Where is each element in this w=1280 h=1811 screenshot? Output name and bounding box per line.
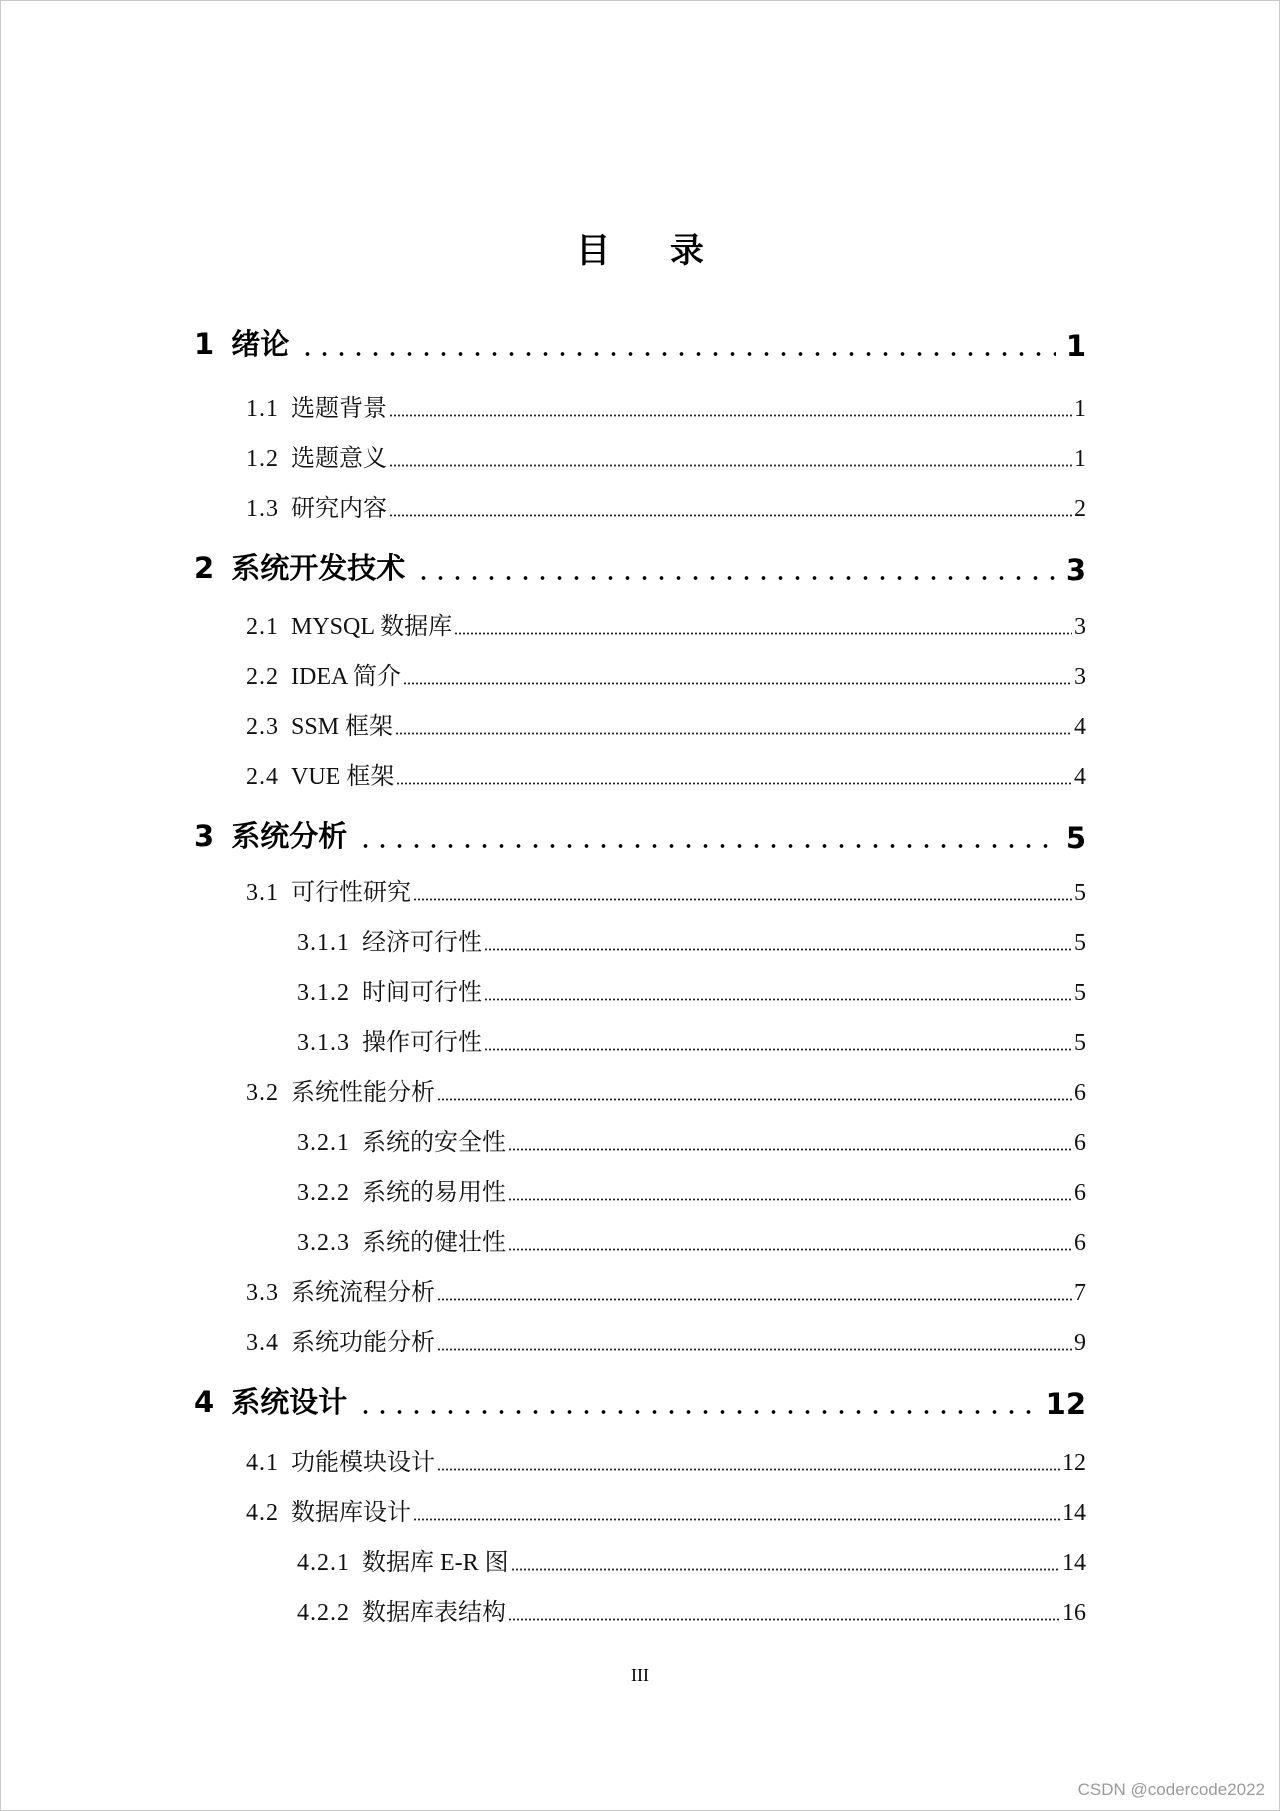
toc-entry-page-number: 1 bbox=[1074, 446, 1086, 472]
toc-entry-text: 系统开发技术 bbox=[231, 551, 406, 585]
dot-leader bbox=[395, 732, 1072, 735]
toc-entry-page-number: 3 bbox=[1074, 664, 1086, 690]
toc-entry-number: 4.2.2 bbox=[297, 1600, 350, 1626]
toc-entry-number: 2.4 bbox=[246, 764, 279, 790]
toc-entry-number: 4.2.1 bbox=[297, 1550, 350, 1576]
toc-entry-number: 3.1.3 bbox=[297, 1030, 350, 1056]
toc-entry-text: 选题意义 bbox=[291, 446, 387, 472]
dot-leader bbox=[403, 682, 1072, 685]
toc-entry-level2[interactable] bbox=[246, 1321, 1086, 1357]
toc-entry-level3[interactable] bbox=[297, 1541, 1086, 1577]
toc-entry-text: 数据库 E-R 图 bbox=[362, 1550, 509, 1576]
toc-entry-label bbox=[246, 1072, 435, 1107]
toc-entry-text: 系统功能分析 bbox=[291, 1330, 435, 1356]
dot-leader bbox=[389, 414, 1072, 417]
toc-entry-page-number: 6 bbox=[1074, 1130, 1086, 1156]
toc-entry-number: 1.1 bbox=[246, 396, 279, 422]
toc-entry-number: 3.1.2 bbox=[297, 980, 350, 1006]
toc-entry-text: 数据库设计 bbox=[291, 1500, 411, 1526]
dot-leader bbox=[357, 844, 1056, 848]
toc-entry-number: 3.4 bbox=[246, 1330, 279, 1356]
toc-entry-text: 功能模块设计 bbox=[291, 1450, 435, 1476]
toc-entry-label bbox=[297, 972, 482, 1007]
toc-entry-label bbox=[246, 1272, 435, 1307]
toc-entry-level3[interactable] bbox=[297, 1121, 1086, 1157]
toc-entry-text: VUE 框架 bbox=[291, 764, 395, 790]
dot-leader bbox=[299, 352, 1056, 356]
toc-entry-text: 可行性研究 bbox=[291, 880, 411, 906]
dot-leader bbox=[454, 632, 1072, 635]
toc-entry-number: 3 bbox=[194, 819, 216, 853]
toc-entry-level3[interactable] bbox=[297, 971, 1086, 1007]
toc-entry-level3[interactable] bbox=[297, 1221, 1086, 1257]
toc-entry-page-number: 5 bbox=[1074, 930, 1086, 956]
toc-entry-page-number: 5 bbox=[1074, 880, 1086, 906]
toc-entry-text: 系统的易用性 bbox=[362, 1180, 506, 1206]
toc-entry-page-number: 2 bbox=[1074, 496, 1086, 522]
toc-entry-label bbox=[297, 922, 482, 957]
dot-leader bbox=[389, 464, 1072, 467]
toc-entry-text: 系统流程分析 bbox=[291, 1280, 435, 1306]
toc-entry-label bbox=[246, 756, 394, 791]
toc-entry-label bbox=[297, 1022, 482, 1057]
toc-entry-level2[interactable] bbox=[246, 655, 1086, 691]
toc-entry-level1[interactable] bbox=[194, 547, 1086, 587]
toc-entry-page-number: 12 bbox=[1062, 1450, 1086, 1476]
toc-entry-level3[interactable] bbox=[297, 1021, 1086, 1057]
toc-entry-label bbox=[246, 706, 393, 741]
dot-leader bbox=[484, 998, 1072, 1001]
dot-leader bbox=[437, 1298, 1072, 1301]
dot-leader bbox=[389, 514, 1072, 517]
toc-entry-number: 1.3 bbox=[246, 496, 279, 522]
toc-entry-number: 4.1 bbox=[246, 1450, 279, 1476]
toc-entry-text: 经济可行性 bbox=[362, 930, 482, 956]
toc-entry-label bbox=[246, 1492, 411, 1527]
dot-leader bbox=[508, 1618, 1060, 1621]
toc-entry-number: 2 bbox=[194, 551, 216, 585]
dot-leader bbox=[508, 1148, 1072, 1151]
toc-entry-page-number: 5 bbox=[1074, 1030, 1086, 1056]
toc-entry-label bbox=[297, 1592, 506, 1627]
toc-entry-level2[interactable] bbox=[246, 755, 1086, 791]
toc-entry-text: 系统的健壮性 bbox=[362, 1230, 506, 1256]
dot-leader bbox=[508, 1248, 1072, 1251]
toc-entry-label bbox=[297, 1172, 506, 1207]
toc-entry-page-number: 4 bbox=[1074, 714, 1086, 740]
toc-entry-level2[interactable] bbox=[246, 1071, 1086, 1107]
toc-entry-page-number: 7 bbox=[1074, 1280, 1086, 1306]
toc-entry-number: 3.2.1 bbox=[297, 1130, 350, 1156]
toc-entry-label bbox=[297, 1122, 506, 1157]
toc-entry-label bbox=[194, 814, 347, 855]
toc-entry-text: 绪论 bbox=[231, 327, 290, 361]
dot-leader bbox=[415, 576, 1056, 580]
toc-entry-number: 2.3 bbox=[246, 714, 279, 740]
toc-entry-label bbox=[194, 322, 289, 363]
toc-entry-number: 2.2 bbox=[246, 664, 279, 690]
toc-entry-text: 系统的安全性 bbox=[362, 1130, 506, 1156]
dot-leader bbox=[396, 782, 1072, 785]
toc-entry-text: 系统性能分析 bbox=[291, 1080, 435, 1106]
toc-entry-label bbox=[246, 438, 387, 473]
toc-entry-level2[interactable] bbox=[246, 487, 1086, 523]
page-number: III bbox=[631, 1665, 649, 1685]
toc-entry-number: 2.1 bbox=[246, 614, 279, 640]
toc-entry-number: 4 bbox=[194, 1385, 216, 1419]
toc-entry-number: 3.1 bbox=[246, 880, 279, 906]
toc-entry-text: 研究内容 bbox=[291, 496, 387, 522]
toc-entry-page-number: 6 bbox=[1074, 1180, 1086, 1206]
dot-leader bbox=[357, 1410, 1035, 1414]
toc-entry-label bbox=[246, 872, 411, 907]
toc-entry-label bbox=[297, 1542, 509, 1577]
toc-entry-label bbox=[194, 1380, 347, 1421]
toc-entry-page-number: 9 bbox=[1074, 1330, 1086, 1356]
toc-entry-page-number: 4 bbox=[1074, 764, 1086, 790]
toc-entry-level2[interactable] bbox=[246, 1271, 1086, 1307]
toc-entry-text: 数据库表结构 bbox=[362, 1600, 506, 1626]
toc-title: 目 录 bbox=[576, 231, 728, 271]
toc-entry-number: 3.2 bbox=[246, 1080, 279, 1106]
toc-entry-label bbox=[246, 1322, 435, 1357]
toc-entry-number: 4.2 bbox=[246, 1500, 279, 1526]
toc-entry-page-number: 3 bbox=[1065, 553, 1086, 587]
toc-entry-page-number: 16 bbox=[1062, 1600, 1086, 1626]
dot-leader bbox=[508, 1198, 1072, 1201]
toc-entry-number: 3.1.1 bbox=[297, 930, 350, 956]
toc-entry-page-number: 14 bbox=[1062, 1500, 1086, 1526]
toc-entry-label bbox=[194, 546, 405, 587]
toc-entry-page-number: 1 bbox=[1065, 329, 1086, 363]
toc-entry-level2[interactable] bbox=[246, 871, 1086, 907]
toc-entry-label bbox=[246, 388, 387, 423]
toc-entry-text: 系统设计 bbox=[231, 1385, 348, 1419]
watermark: CSDN @codercode2022 bbox=[1077, 1780, 1265, 1799]
toc-entry-text: 系统分析 bbox=[231, 819, 348, 853]
toc-entry-page-number: 5 bbox=[1074, 980, 1086, 1006]
dot-leader bbox=[484, 948, 1072, 951]
toc-entry-level2[interactable] bbox=[246, 437, 1086, 473]
dot-leader bbox=[413, 898, 1072, 901]
toc-entry-page-number: 5 bbox=[1065, 821, 1086, 855]
toc-entry-text: 选题背景 bbox=[291, 396, 387, 422]
toc-entry-text: MYSQL 数据库 bbox=[291, 614, 453, 640]
toc-entry-level2[interactable] bbox=[246, 1491, 1086, 1527]
toc-entry-level2[interactable] bbox=[246, 1441, 1086, 1477]
toc-entry-number: 1.2 bbox=[246, 446, 279, 472]
toc-entry-level2[interactable] bbox=[246, 605, 1086, 641]
toc-entry-label bbox=[297, 1222, 506, 1257]
toc-entry-number: 1 bbox=[194, 327, 216, 361]
toc-entry-level3[interactable] bbox=[297, 1171, 1086, 1207]
toc-entry-page-number: 14 bbox=[1062, 1550, 1086, 1576]
toc-entry-level1[interactable] bbox=[194, 815, 1086, 855]
toc-entry-page-number: 12 bbox=[1045, 1387, 1086, 1421]
dot-leader bbox=[484, 1048, 1072, 1051]
dot-leader bbox=[511, 1568, 1060, 1571]
toc-entry-page-number: 1 bbox=[1074, 396, 1086, 422]
toc-entry-text: SSM 框架 bbox=[291, 714, 394, 740]
toc-entry-level3[interactable] bbox=[297, 921, 1086, 957]
toc-entry-level1[interactable] bbox=[194, 1381, 1086, 1421]
toc-entry-number: 3.3 bbox=[246, 1280, 279, 1306]
toc-entry-level1[interactable] bbox=[194, 323, 1086, 363]
toc-entry-level3[interactable] bbox=[297, 1591, 1086, 1627]
dot-leader bbox=[437, 1468, 1060, 1471]
dot-leader bbox=[413, 1518, 1060, 1521]
toc-entry-number: 3.2.2 bbox=[297, 1180, 350, 1206]
toc-entry-text: 操作可行性 bbox=[362, 1030, 482, 1056]
toc-entry-label bbox=[246, 1442, 435, 1477]
toc-entry-page-number: 3 bbox=[1074, 614, 1086, 640]
toc-entry-text: IDEA 简介 bbox=[291, 664, 401, 690]
toc-entry-page-number: 6 bbox=[1074, 1080, 1086, 1106]
toc-entry-label bbox=[246, 488, 387, 523]
toc-entry-label bbox=[246, 656, 401, 691]
toc-entry-text: 时间可行性 bbox=[362, 980, 482, 1006]
dot-leader bbox=[437, 1348, 1072, 1351]
toc-entry-number: 3.2.3 bbox=[297, 1230, 350, 1256]
dot-leader bbox=[437, 1098, 1072, 1101]
toc-entry-level2[interactable] bbox=[246, 705, 1086, 741]
toc-entry-page-number: 6 bbox=[1074, 1230, 1086, 1256]
toc-entry-level2[interactable] bbox=[246, 387, 1086, 423]
toc-entry-label bbox=[246, 606, 452, 641]
